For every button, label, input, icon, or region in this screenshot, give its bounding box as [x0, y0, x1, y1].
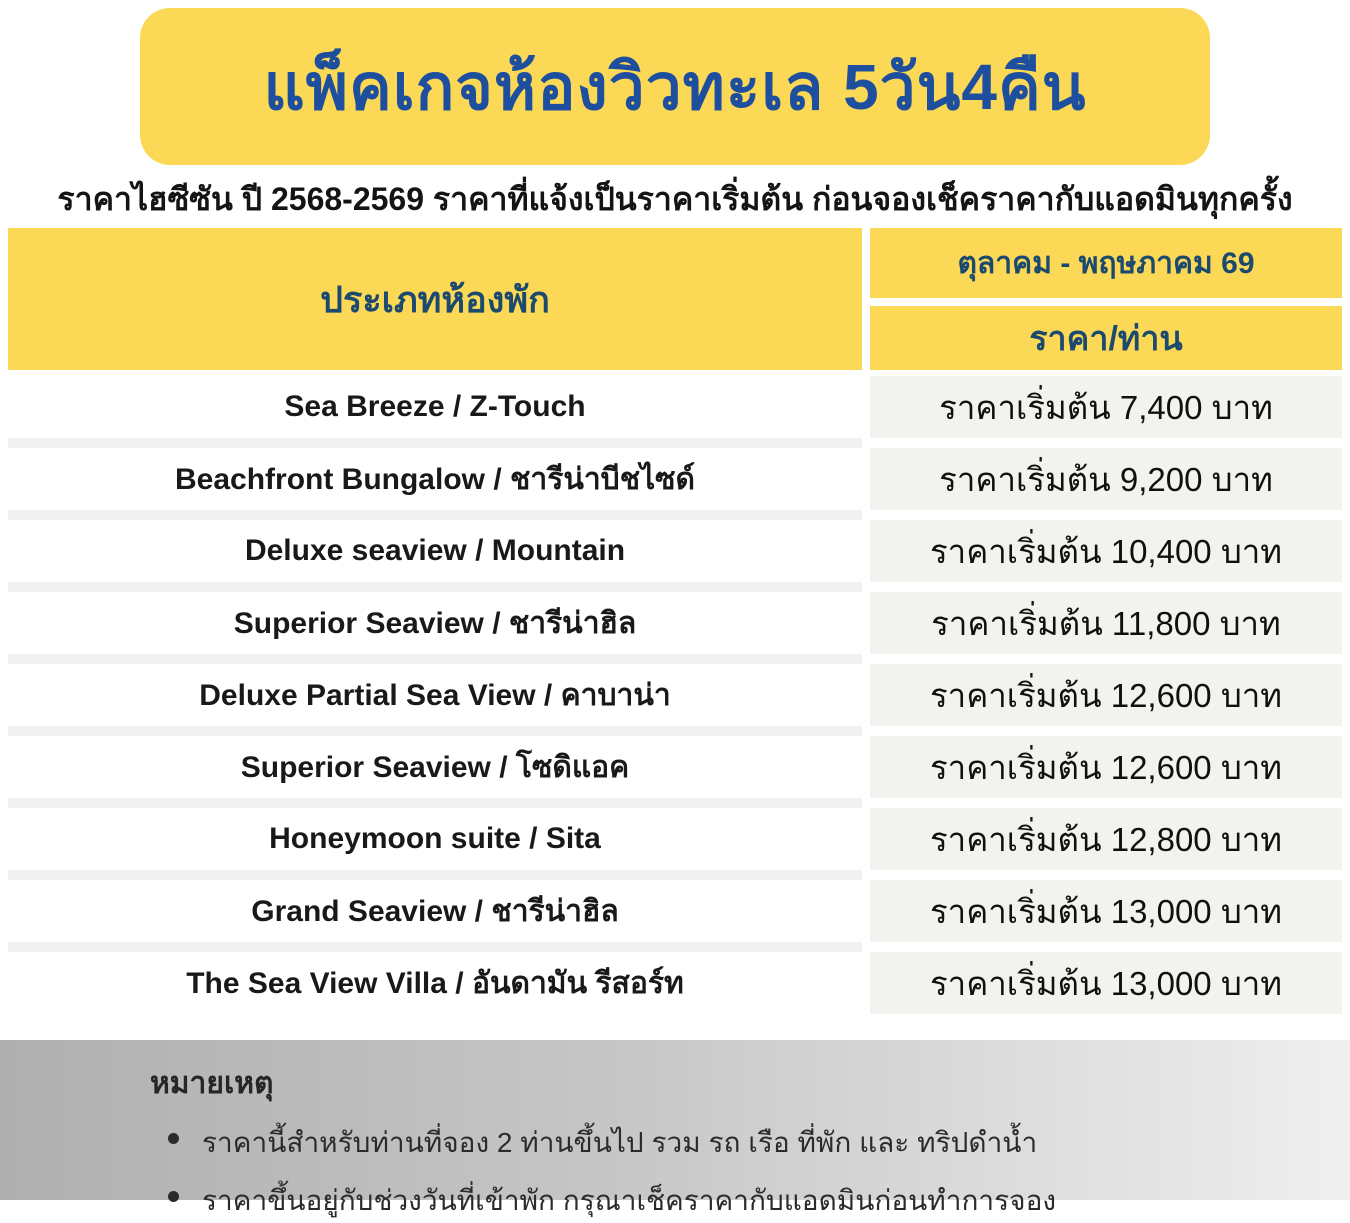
room-name-cell: Beachfront Bungalow / ชารีน่าบีชไซด์: [8, 448, 862, 510]
room-name-cell: Honeymoon suite / Sita: [8, 808, 862, 870]
bullet-icon: [168, 1191, 179, 1202]
price-season-subtitle: ราคาไฮซีซัน ปี 2568-2569 ราคาที่แจ้งเป็นราคาเริ่มต้น ก่อนจองเช็คราคากับแอดมินทุกครั้ง: [57, 181, 1293, 217]
column-divider: [862, 376, 870, 1014]
bullet-icon: [168, 1133, 179, 1144]
price-cell: ราคาเริ่มต้น 13,000 บาท: [870, 880, 1342, 942]
notes-list: [150, 1121, 1350, 1223]
note-text: ราคานี้สำหรับท่านที่จอง 2 ท่านขึ้นไป รวม รถ เรือ ที่พัก และ ทริปดำน้ำ: [202, 1127, 1038, 1158]
table-body: [8, 376, 1342, 1014]
room-name-cell: Deluxe Partial Sea View / คาบาน่า: [8, 664, 862, 726]
room-name-cell: Grand Seaview / ชารีน่าฮิล: [8, 880, 862, 942]
price-cell: ราคาเริ่มต้น 11,800 บาท: [870, 592, 1342, 654]
room-column: [8, 376, 862, 1014]
notes-section: [0, 1040, 1350, 1216]
price-header-group: [870, 228, 1342, 370]
room-type-header: ประเภทห้องพัก: [8, 228, 862, 370]
room-name-cell: The Sea View Villa / อันดามัน รีสอร์ท: [8, 952, 862, 1014]
note-item: [168, 1179, 1350, 1223]
room-name-cell: Deluxe seaview / Mountain: [8, 520, 862, 582]
period-header: ตุลาคม - พฤษภาคม 69: [870, 228, 1342, 298]
page-title: แพ็คเกจห้องวิวทะเล 5วัน4คืน: [263, 50, 1087, 123]
table-header: [8, 228, 1342, 370]
price-cell: ราคาเริ่มต้น 9,200 บาท: [870, 448, 1342, 510]
price-cell: ราคาเริ่มต้น 13,000 บาท: [870, 952, 1342, 1014]
price-cell: ราคาเริ่มต้น 7,400 บาท: [870, 376, 1342, 438]
note-item: [168, 1121, 1350, 1165]
room-name-cell: Superior Seaview / ชารีน่าฮิล: [8, 592, 862, 654]
package-title-banner: [140, 8, 1210, 165]
room-name-cell: Superior Seaview / โซดิแอค: [8, 736, 862, 798]
notes-heading: หมายเหตุ: [150, 1067, 274, 1100]
note-text: ราคาขึ้นอยู่กับช่วงวันที่เข้าพัก กรุณาเช็คราคากับแอดมินก่อนทำการจอง: [202, 1185, 1057, 1216]
price-per-person-header: ราคา/ท่าน: [870, 306, 1342, 370]
price-cell: ราคาเริ่มต้น 10,400 บาท: [870, 520, 1342, 582]
price-cell: ราคาเริ่มต้น 12,800 บาท: [870, 808, 1342, 870]
price-cell: ราคาเริ่มต้น 12,600 บาท: [870, 664, 1342, 726]
room-name-cell: Sea Breeze / Z-Touch: [8, 376, 862, 438]
price-table: [8, 228, 1342, 1014]
price-cell: ราคาเริ่มต้น 12,600 บาท: [870, 736, 1342, 798]
price-column: [870, 376, 1342, 1014]
